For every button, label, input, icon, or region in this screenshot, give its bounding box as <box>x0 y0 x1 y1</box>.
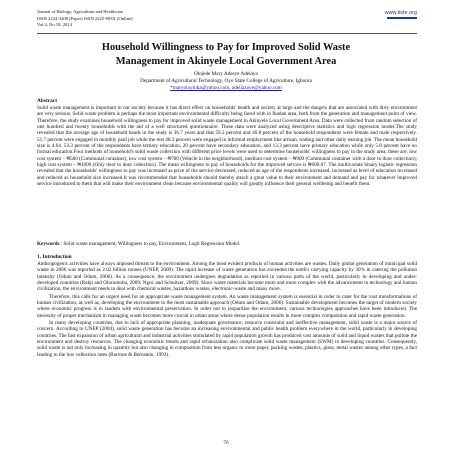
header-divider <box>37 33 417 34</box>
title-line-2: Management in Akinyele Local Government Area <box>115 55 337 67</box>
journal-volume: Vol.4, No.18, 2014 <box>37 22 72 27</box>
paper-title <box>40 41 412 68</box>
author-names: Olojede Mary Adesye Adelayo <box>193 71 259 77</box>
abstract-text: Solid waste management is important in our society because it has direct effect on households' health and society at large and the dangers that are associated with dirty environment are very serious. Solid waste problem is perhaps the most important environmental difficulty being faced with in Ibadan area, both from the generation and management point of view. Therefore, the study examines household willingness to pay for improved solid waste management in Akinyele Local Government Area. Data were collected from random selection of one hundred and twenty households with the aid of a well structured questionnaire. These data were analyzed using descriptive statistics and logit regression model.The study revealed that the average age of household heads in the study is 36.7 years and that 59.2 percent and 40.8 percent of the household respondents were female and male respectively. 51.7 percent were engaged in monthly paid job while the rest 48.3 percent were engaged in informal employment like artisan, trading and other daily earning job. The mean household size is 4.64. 53.3 percent of the respondents have tertiary education, 20 percent have secondary education, and 13.3 percent have primary education while only 5.8 percent have no formal education.Four methods of household's solid waste collection with different price levels were used to determine households' willingness to pay in the study area; these are; low cost system – ₦500 (Communal container), low cost system – ₦700 (Vehicle in the neighborhood), medium cost system – ₦900 (Communal container with a door to door collection); high cost system – ₦1000 (Only door to door collection). The mean willingness to pay of households for the improved service is ₦606.07. The multivariate binary logistic regression revealed that the households' willingness to pay was increased as price of the service decreased, reduced as age of the respondents increased, increased as level of education increased and reduced as household size increased.It was recommended that households should thereby attach a great value to their environment and demand and pay for whatever improved service introduced to them that will make their environment clean because environmental quality will greatly influence their general wellbeing and benefit them. <box>37 105 417 188</box>
page-number: 76 <box>223 440 229 446</box>
journal-header <box>37 9 417 29</box>
introduction-heading: 1. Introduction <box>37 254 72 260</box>
author-affiliation: Department of Agricultural Technology, Oyo State College of Agriculture, Igboora <box>140 78 312 85</box>
author-block <box>40 71 412 93</box>
keywords-line <box>37 241 417 247</box>
intro-paragraph: In many developing countries, due to lack of appropriate planning, inadequate governance, resource constraint and ineffective management, solid waste is a major source of concern. According to UNEP (2004), solid waste generation has become an increasing environmental and public health problem everywhere in the world, particularly in developing countries. The fast expansion of urban agricultural and industrial activities stimulated by rapid population growth has produced vast amounts of solid and liquid wastes that pollute the environment and destroy resources. The changing economic trends and rapid urbanization also complicate solid waste management (SWM) in developing countries. Consequently, solid waste is not only increasing in quantity but also changing in composition from less organic to more paper, packing wastes, plastics, glass, metal wastes among other types, a fact leading to the low collection rates (Barrone & Bernstein, 1993). <box>37 320 417 358</box>
iiste-logo <box>384 9 417 21</box>
keywords-text: : Solid waste management, Willingness to pay, Environment, Logit Regression Model. <box>59 241 241 247</box>
logo-text: www.iiste.org <box>384 10 417 16</box>
abstract-heading: Abstract <box>37 98 58 104</box>
journal-name: Journal of Biology, Agriculture and Healthcare <box>37 9 124 14</box>
title-line-1: Household Willingness to Pay for Improved Solid Waste <box>101 42 351 53</box>
journal-issn: ISSN 2224-3208 (Paper) ISSN 2225-093X (Online) <box>37 15 133 21</box>
intro-paragraph: Therefore, this calls for an urgent need for an appropriate waste management system. An waste management system is essential in order to cater for the vast transformations of human civilization, as well as, developing the environment in the most sustainable approach (Odum and Odum, 2006). Sustainable development becomes the target of modern society where economic progress is in tandem with environmental preservation. In order not to jeopardize the environment, various technologies approaches have been introduced. The necessity of proper mechanism in managing waste becomes more crucial in urban areas where dense population results in more complex composition and rapid waste generation. <box>37 293 417 319</box>
author-emails[interactable]: *maryoluyinka@yahoo.com, adelizzove@yahoo.com <box>170 85 282 92</box>
introduction-body <box>37 261 417 358</box>
intro-paragraph: Anthropogenic activities have always imposed threats to the environment. Among the most evident products of human activities are wastes. Daily global generation of municipal solid waste in 2006 was reported as 2.02 billion tonnes (UNEP, 2009). The rapid increase of waste generation has exceeded the earth's carrying capacity by 30% in catering the pollution intensity (Odum and Odum, 2006). As a consequence, the environment undergoes degradation as reported in various parts of the world, particularly in developing and under-developed countries (Rahji and Oloruntoba, 2009; Ngoc and Schnitzer, 2009). Since waste materials become more and more complex with the advancement in technology and human civilization, the environment needs to deal with chemical wastes, hazardous wastes, electronic-waste and many more. <box>37 261 417 293</box>
keywords-label: Keywords <box>37 241 60 247</box>
logo-bar <box>387 17 417 19</box>
